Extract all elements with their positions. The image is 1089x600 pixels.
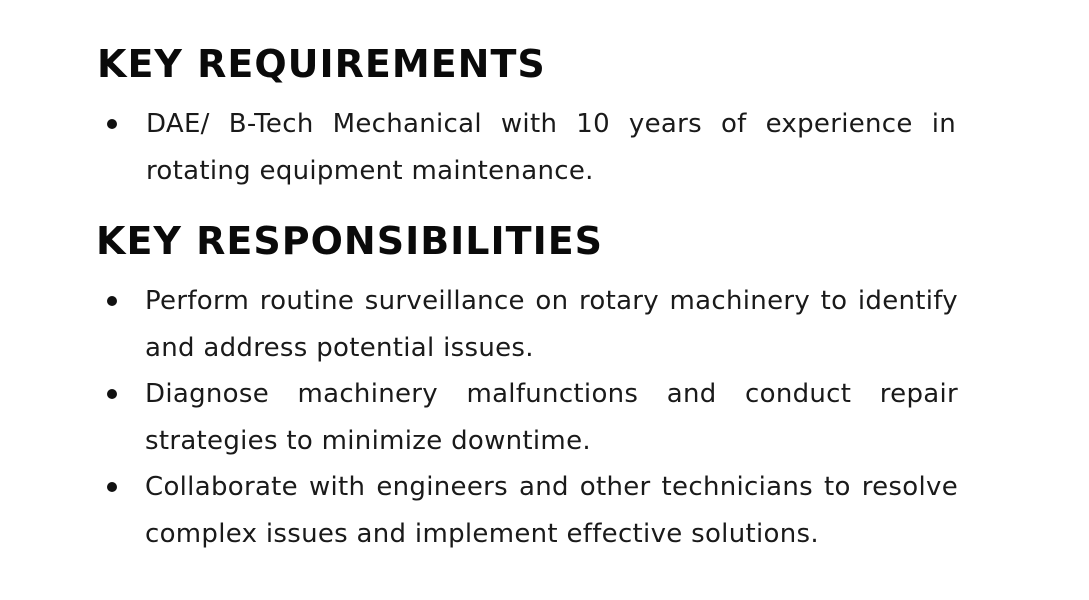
bullet-icon — [107, 389, 117, 399]
responsibility-item — [0, 371, 958, 464]
responsibility-item — [0, 278, 958, 371]
requirement-text: DAE/ B-Tech Mechanical with 10 years of experience in rotating equipment maintenance. — [146, 109, 956, 186]
responsibilities-list — [0, 278, 958, 557]
bullet-icon — [107, 119, 117, 129]
responsibility-item — [0, 464, 958, 557]
responsibility-text: Diagnose machinery malfunctions and conduct repair strategies to minimize downtime. — [145, 379, 958, 456]
responsibility-text: Perform routine surveillance on rotary machinery to identify and address potential issues. — [145, 286, 958, 363]
requirements-list — [0, 101, 956, 194]
bullet-icon — [107, 296, 117, 306]
key-requirements-heading: KEY REQUIREMENTS — [97, 42, 546, 86]
requirement-item — [0, 101, 956, 194]
key-responsibilities-heading: KEY RESPONSIBILITIES — [96, 219, 604, 263]
bullet-icon — [107, 482, 117, 492]
responsibility-text: Collaborate with engineers and other technicians to resolve complex issues and implement effective solutions. — [145, 472, 958, 549]
